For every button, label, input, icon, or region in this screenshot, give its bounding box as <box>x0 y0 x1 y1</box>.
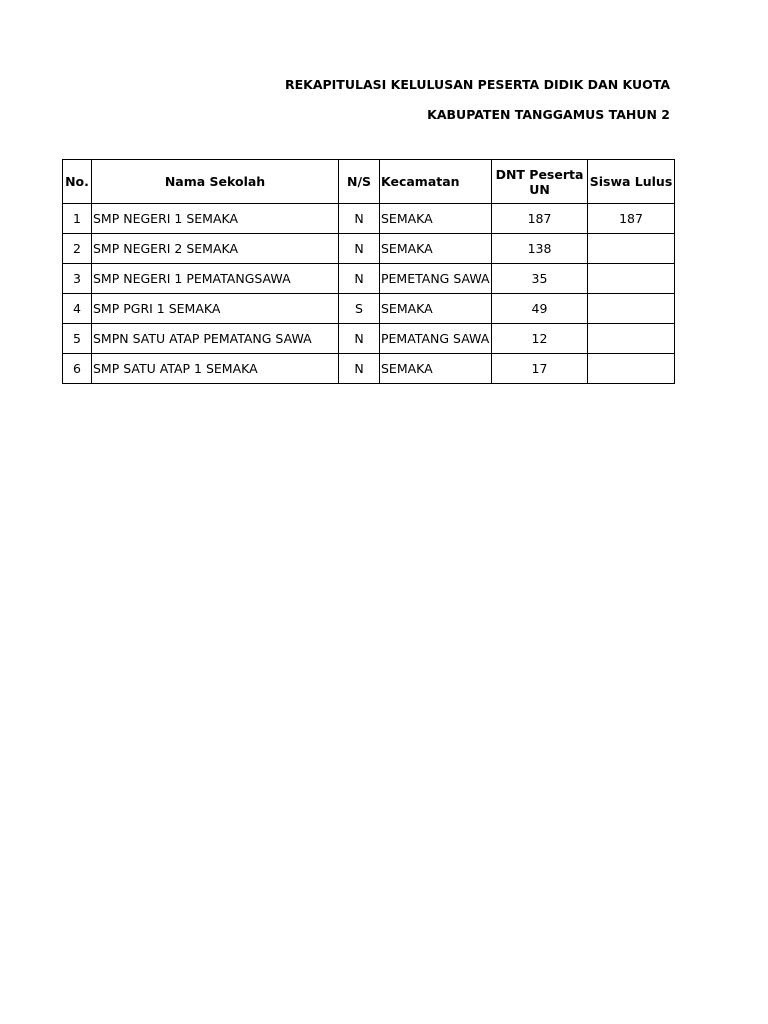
cell-dnt: 187 <box>492 204 588 234</box>
cell-no: 4 <box>63 294 92 324</box>
table-row <box>63 294 675 324</box>
cell-kecamatan: SEMAKA <box>380 204 492 234</box>
cell-ns: N <box>339 324 380 354</box>
cell-ns: N <box>339 264 380 294</box>
table-row <box>63 204 675 234</box>
table-row <box>63 264 675 294</box>
recap-table <box>62 159 675 384</box>
header-no: No. <box>63 160 92 204</box>
cell-siswa-lulus <box>588 234 675 264</box>
cell-dnt: 35 <box>492 264 588 294</box>
cell-dnt: 138 <box>492 234 588 264</box>
header-kecamatan: Kecamatan <box>380 160 492 204</box>
table-row <box>63 234 675 264</box>
table-row <box>63 354 675 384</box>
cell-siswa-lulus: 187 <box>588 204 675 234</box>
header-nama-sekolah: Nama Sekolah <box>92 160 339 204</box>
cell-dnt: 17 <box>492 354 588 384</box>
table-body <box>63 204 675 384</box>
cell-dnt: 12 <box>492 324 588 354</box>
header-row <box>63 160 675 204</box>
cell-nama-sekolah: SMPN SATU ATAP PEMATANG SAWA <box>92 324 339 354</box>
cell-kecamatan: PEMATANG SAWA <box>380 324 492 354</box>
cell-siswa-lulus <box>588 264 675 294</box>
cell-siswa-lulus <box>588 354 675 384</box>
table-row <box>63 324 675 354</box>
cell-no: 5 <box>63 324 92 354</box>
cell-ns: N <box>339 234 380 264</box>
cell-nama-sekolah: SMP NEGERI 1 PEMATANGSAWA <box>92 264 339 294</box>
cell-no: 6 <box>63 354 92 384</box>
header-siswa-lulus: Siswa Lulus <box>588 160 675 204</box>
cell-ns: S <box>339 294 380 324</box>
cell-nama-sekolah: SMP NEGERI 2 SEMAKA <box>92 234 339 264</box>
cell-nama-sekolah: SMP SATU ATAP 1 SEMAKA <box>92 354 339 384</box>
cell-nama-sekolah: SMP NEGERI 1 SEMAKA <box>92 204 339 234</box>
table-header <box>63 160 675 204</box>
cell-kecamatan: SEMAKA <box>380 294 492 324</box>
cell-kecamatan: PEMETANG SAWA <box>380 264 492 294</box>
header-dnt-line-2: UN <box>529 181 550 197</box>
cell-no: 1 <box>63 204 92 234</box>
header-dnt-line-1: DNT Peserta <box>495 166 584 182</box>
cell-ns: N <box>339 354 380 384</box>
cell-siswa-lulus <box>588 294 675 324</box>
header-dnt-peserta <box>492 160 588 204</box>
cell-kecamatan: SEMAKA <box>380 234 492 264</box>
cell-no: 3 <box>63 264 92 294</box>
document-title-line-2: KABUPATEN TANGGAMUS TAHUN 2 <box>427 107 670 122</box>
cell-dnt: 49 <box>492 294 588 324</box>
document-title-line-1: REKAPITULASI KELULUSAN PESERTA DIDIK DAN KUOTA <box>284 77 670 92</box>
cell-ns: N <box>339 204 380 234</box>
cell-no: 2 <box>63 234 92 264</box>
header-ns: N/S <box>339 160 380 204</box>
cell-siswa-lulus <box>588 324 675 354</box>
cell-kecamatan: SEMAKA <box>380 354 492 384</box>
cell-nama-sekolah: SMP PGRI 1 SEMAKA <box>92 294 339 324</box>
